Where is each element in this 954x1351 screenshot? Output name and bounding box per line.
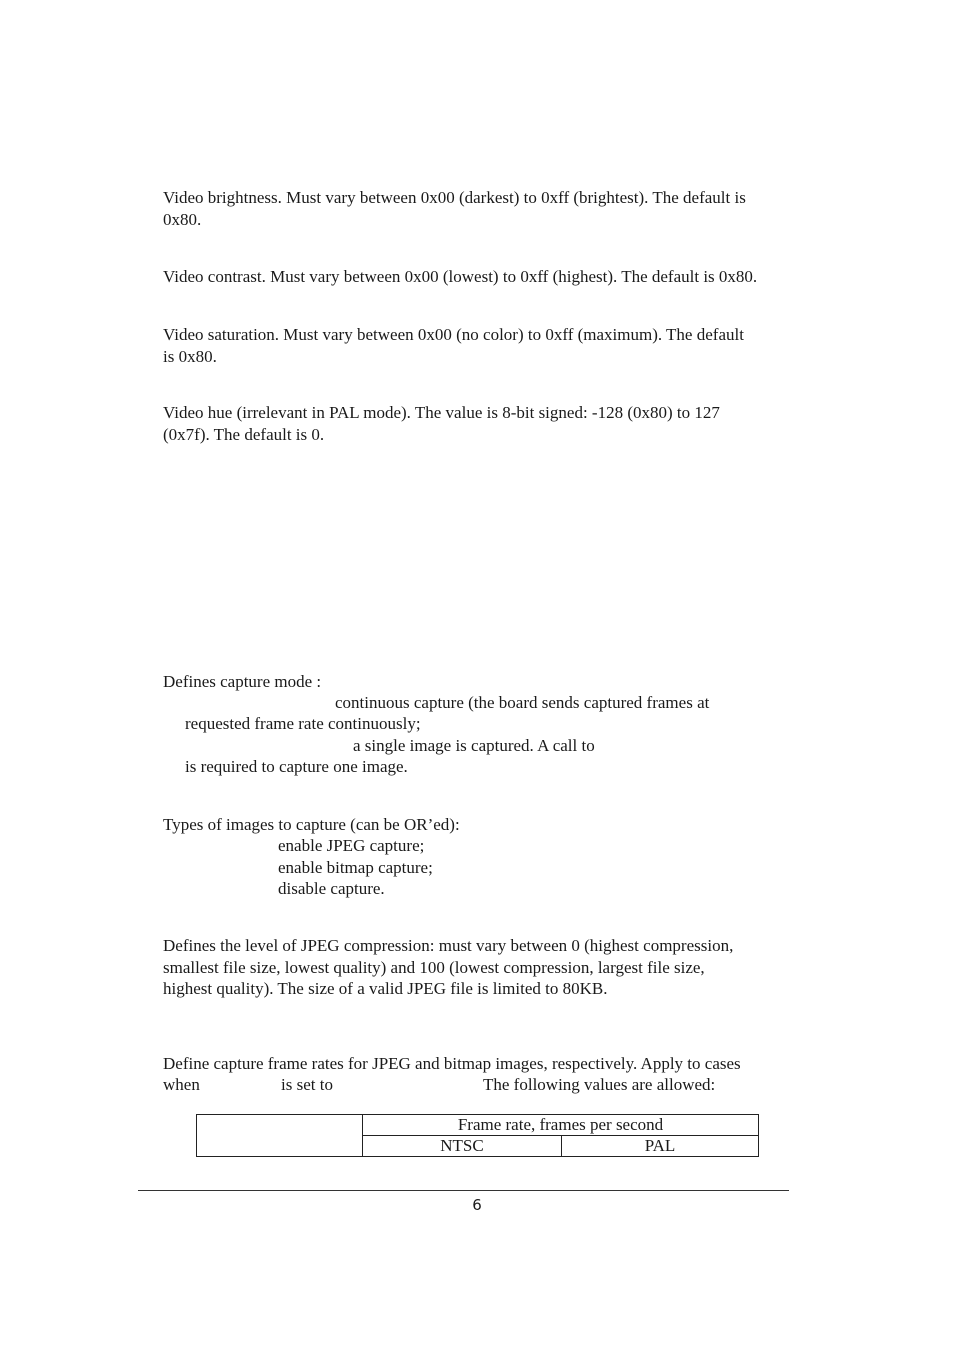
capture-mode-continuous-line-1: continuous capture (the board sends captured frames at — [335, 693, 710, 712]
jpeg-quality-line-3: highest quality). The size of a valid JPEG file is limited to 80KB. — [163, 979, 608, 998]
frame-rate-table — [196, 1114, 759, 1157]
saturation-line-1: Video saturation. Must vary between 0x00 (no color) to 0xff (maximum). The default — [163, 325, 744, 344]
frame-rates-line-2b: is set to — [281, 1075, 333, 1094]
hue-line-2: (0x7f). The default is 0. — [163, 424, 325, 444]
capture-mode-single-line-2: is required to capture one image. — [185, 757, 408, 776]
contrast-description — [163, 266, 823, 288]
jpeg-quality-line-1: Defines the level of JPEG compression: must vary between 0 (highest compression, — [163, 936, 734, 955]
hue-line-1: Video hue (irrelevant in PAL mode). The value is 8-bit signed: -128 (0x80) to 127 — [163, 403, 720, 422]
jpeg-quality-line-2: smallest file size, lowest quality) and 100 (lowest compression, largest file size, — [163, 957, 705, 977]
frame-rates-line-1: Define capture frame rates for JPEG and bitmap images, respectively. Apply to cases — [163, 1054, 741, 1073]
brightness-description — [163, 187, 823, 230]
contrast-line-1: Video contrast. Must vary between 0x00 (lowest) to 0xff (highest). The default is 0x80. — [163, 267, 758, 286]
saturation-line-2: is 0x80. — [163, 346, 217, 366]
frame-rates-line-2c: The following values are allowed: — [483, 1075, 716, 1094]
capture-type-item: enable JPEG capture; — [278, 836, 425, 855]
hue-description — [163, 402, 823, 445]
table-row — [197, 1115, 759, 1136]
brightness-line-1: Video brightness. Must vary between 0x00 (darkest) to 0xff (brightest). The default is — [163, 188, 746, 207]
saturation-description — [163, 324, 823, 367]
table-cell-empty — [197, 1115, 363, 1157]
capture-type-item: enable bitmap capture; — [278, 858, 433, 877]
capture-mode-continuous-line-2: requested frame rate continuously; — [185, 714, 421, 733]
brightness-line-2: 0x80. — [163, 209, 202, 229]
capture-mode-intro: Defines capture mode : — [163, 672, 322, 691]
footer-divider — [138, 1190, 789, 1191]
capture-mode-single-line-1: a single image is captured. A call to — [353, 736, 595, 755]
table-header-pal: PAL — [562, 1136, 759, 1157]
capture-types-intro: Types of images to capture (can be OR’ed): — [163, 815, 460, 834]
jpeg-quality-description — [163, 935, 823, 1000]
frame-rates-line-2a: when — [163, 1075, 200, 1094]
table-header-ntsc: NTSC — [363, 1136, 562, 1157]
table-header-frame-rate: Frame rate, frames per second — [363, 1115, 759, 1136]
capture-type-item: disable capture. — [278, 879, 385, 898]
page-number: 6 — [472, 1196, 482, 1214]
